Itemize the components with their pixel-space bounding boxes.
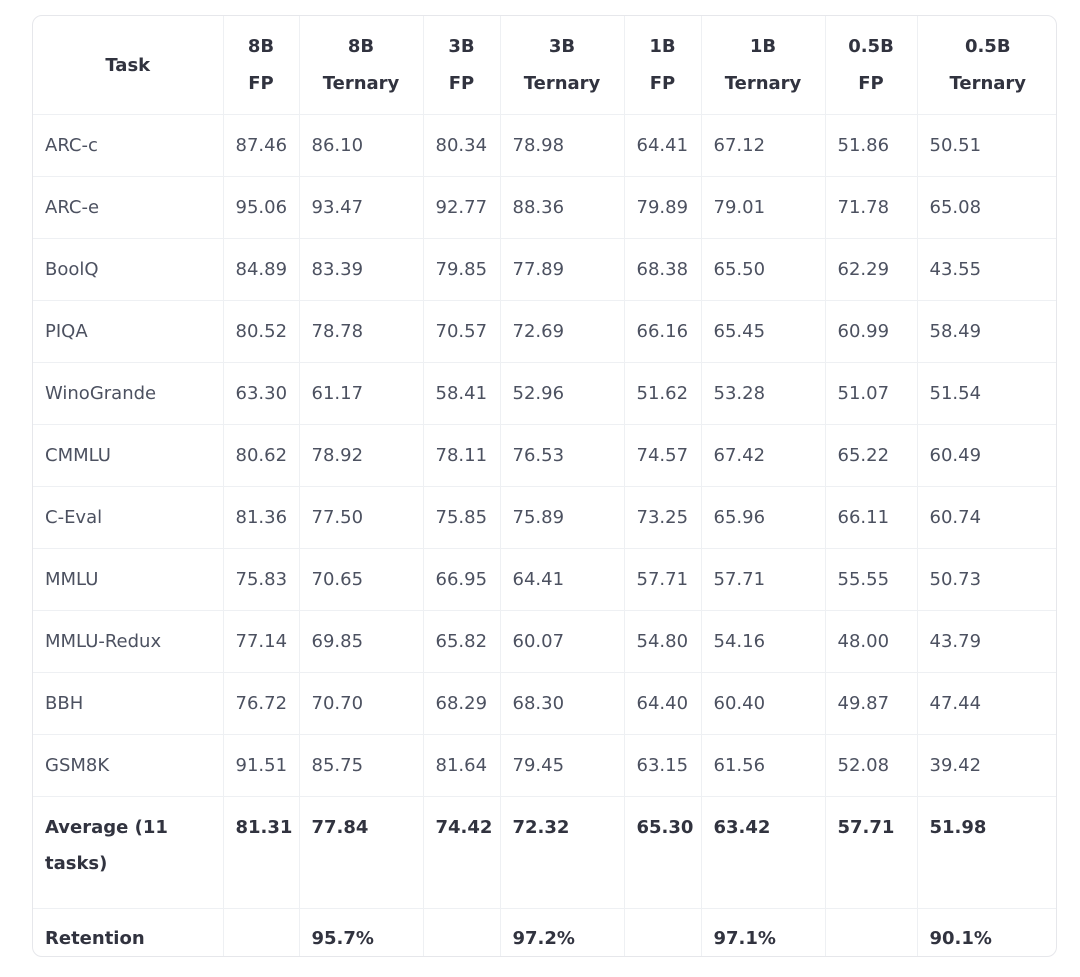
column-header-task: [33, 16, 223, 115]
table-header-row: [33, 16, 1057, 115]
score-cell: 86.10: [299, 115, 423, 177]
score-cell: [624, 909, 701, 958]
score-cell: 60.99: [825, 301, 917, 363]
score-cell: [825, 909, 917, 958]
task-name-cell: MMLU: [33, 549, 223, 611]
score-cell: 67.42: [701, 425, 825, 487]
score-cell: 63.15: [624, 735, 701, 797]
task-name-cell: BoolQ: [33, 239, 223, 301]
score-cell: 79.01: [701, 177, 825, 239]
score-cell: 95.7%: [299, 909, 423, 958]
score-cell: 67.12: [701, 115, 825, 177]
score-cell: 75.85: [423, 487, 500, 549]
score-cell: 97.1%: [701, 909, 825, 958]
score-cell: 92.77: [423, 177, 500, 239]
score-cell: 87.46: [223, 115, 299, 177]
task-name-cell: CMMLU: [33, 425, 223, 487]
table-row: [33, 301, 1057, 363]
score-cell: 71.78: [825, 177, 917, 239]
score-cell: 60.40: [701, 673, 825, 735]
score-cell: 78.92: [299, 425, 423, 487]
score-cell: 72.69: [500, 301, 624, 363]
results-table-container: [32, 15, 1057, 957]
table-body: [33, 115, 1057, 958]
score-cell: 90.1%: [929, 928, 992, 949]
column-header-label: 1B: [749, 36, 777, 57]
score-cell: 50.51: [917, 115, 1057, 177]
column-header-label: 0.5B: [964, 36, 1011, 57]
score-cell: 78.78: [299, 301, 423, 363]
task-name-cell: GSM8K: [33, 735, 223, 797]
score-cell: 51.07: [825, 363, 917, 425]
score-cell: 51.54: [917, 363, 1057, 425]
score-cell: 66.16: [624, 301, 701, 363]
score-cell: 91.51: [223, 735, 299, 797]
score-cell: 65.45: [701, 301, 825, 363]
column-header-label: FP: [248, 73, 274, 94]
score-cell: 79.85: [423, 239, 500, 301]
score-cell: 70.57: [423, 301, 500, 363]
score-cell: 57.71: [701, 549, 825, 611]
score-cell: 58.41: [423, 363, 500, 425]
score-cell: [423, 909, 500, 958]
score-cell: 65.30: [624, 797, 701, 909]
table-row: [33, 425, 1057, 487]
score-cell: 95.06: [223, 177, 299, 239]
column-header-label: 3B: [448, 36, 475, 57]
score-cell: 66.95: [423, 549, 500, 611]
score-cell: 55.55: [825, 549, 917, 611]
table-row: [33, 673, 1057, 735]
score-cell: 69.85: [299, 611, 423, 673]
score-cell: 60.49: [917, 425, 1057, 487]
score-cell: 77.14: [223, 611, 299, 673]
score-cell: 78.11: [423, 425, 500, 487]
score-cell: [223, 909, 299, 958]
task-name-cell: C-Eval: [33, 487, 223, 549]
score-cell: 51.86: [825, 115, 917, 177]
score-cell: 64.40: [624, 673, 701, 735]
column-header-label: 1B: [649, 36, 676, 57]
score-cell: 64.41: [624, 115, 701, 177]
table-row: [33, 735, 1057, 797]
score-cell: 60.07: [500, 611, 624, 673]
score-cell: 88.36: [500, 177, 624, 239]
score-cell: 52.96: [500, 363, 624, 425]
task-name-cell: WinoGrande: [33, 363, 223, 425]
score-cell: 43.79: [917, 611, 1057, 673]
average-row: [33, 797, 1057, 909]
table-row: [33, 239, 1057, 301]
score-cell: 39.42: [917, 735, 1057, 797]
task-name-cell: ARC-c: [33, 115, 223, 177]
table-row: [33, 549, 1057, 611]
column-header: [500, 16, 624, 115]
score-cell: 68.38: [624, 239, 701, 301]
score-cell: 61.17: [299, 363, 423, 425]
task-name-cell: ARC-e: [33, 177, 223, 239]
table-row: [33, 487, 1057, 549]
column-header: [423, 16, 500, 115]
score-cell: 48.00: [825, 611, 917, 673]
score-cell: 60.74: [917, 487, 1057, 549]
score-cell: 77.84: [299, 797, 423, 909]
score-cell: 79.89: [624, 177, 701, 239]
score-cell: 97.2%: [500, 909, 624, 958]
score-cell: 63.30: [223, 363, 299, 425]
column-header: [299, 16, 423, 115]
column-header-label: Ternary: [724, 73, 802, 94]
score-cell: 80.34: [423, 115, 500, 177]
task-name-cell: BBH: [33, 673, 223, 735]
task-name-cell: PIQA: [33, 301, 223, 363]
score-cell: 80.62: [223, 425, 299, 487]
score-cell: 66.11: [825, 487, 917, 549]
score-cell: 47.44: [917, 673, 1057, 735]
task-name-cell: Average (11 tasks): [33, 797, 223, 909]
results-table: [33, 16, 1057, 957]
column-header-label: Task: [105, 54, 151, 76]
score-cell: 65.08: [917, 177, 1057, 239]
score-cell: 50.73: [917, 549, 1057, 611]
score-cell: 65.82: [423, 611, 500, 673]
score-cell: 75.83: [223, 549, 299, 611]
column-header-label: 8B: [347, 36, 375, 57]
score-cell: 68.29: [423, 673, 500, 735]
score-cell: 49.87: [825, 673, 917, 735]
table-row: [33, 115, 1057, 177]
column-header: [223, 16, 299, 115]
score-cell: 43.55: [917, 239, 1057, 301]
score-cell: 57.71: [624, 549, 701, 611]
score-cell: 80.52: [223, 301, 299, 363]
score-cell: 65.50: [701, 239, 825, 301]
score-cell: 54.80: [624, 611, 701, 673]
retention-row: [33, 909, 1057, 958]
table-row: [33, 611, 1057, 673]
column-header-label: 8B: [247, 36, 275, 57]
score-cell: 74.42: [423, 797, 500, 909]
score-cell: 74.57: [624, 425, 701, 487]
score-cell: 76.53: [500, 425, 624, 487]
table-row: [33, 363, 1057, 425]
score-cell: 77.50: [299, 487, 423, 549]
score-cell: 81.36: [223, 487, 299, 549]
column-header-label: FP: [649, 73, 676, 94]
column-header: [701, 16, 825, 115]
column-header-label: Ternary: [949, 73, 1027, 94]
score-cell: 61.56: [701, 735, 825, 797]
score-cell: 77.89: [500, 239, 624, 301]
column-header: [917, 16, 1057, 115]
score-cell: 93.47: [299, 177, 423, 239]
score-cell: 84.89: [223, 239, 299, 301]
score-cell: 65.96: [701, 487, 825, 549]
column-header-label: Ternary: [523, 73, 601, 94]
score-cell: 76.72: [223, 673, 299, 735]
score-cell: 78.98: [500, 115, 624, 177]
score-cell: 54.16: [701, 611, 825, 673]
score-cell: 70.70: [299, 673, 423, 735]
score-cell: 81.31: [223, 797, 299, 909]
score-cell: 51.62: [624, 363, 701, 425]
score-cell: 63.42: [701, 797, 825, 909]
score-cell: 79.45: [500, 735, 624, 797]
score-cell: 65.22: [825, 425, 917, 487]
score-cell: 72.32: [500, 797, 624, 909]
score-cell: 57.71: [825, 797, 917, 909]
column-header-label: 0.5B: [848, 36, 894, 57]
column-header: [624, 16, 701, 115]
task-name-cell: MMLU-Redux: [33, 611, 223, 673]
score-cell: 70.65: [299, 549, 423, 611]
score-cell: 73.25: [624, 487, 701, 549]
score-cell: 75.89: [500, 487, 624, 549]
score-cell: 62.29: [825, 239, 917, 301]
score-cell: 52.08: [825, 735, 917, 797]
score-cell: 64.41: [500, 549, 624, 611]
column-header-label: FP: [448, 73, 475, 94]
score-cell: 83.39: [299, 239, 423, 301]
score-cell: 81.64: [423, 735, 500, 797]
column-header-label: 3B: [548, 36, 576, 57]
score-cell: 85.75: [299, 735, 423, 797]
column-header: [825, 16, 917, 115]
score-cell: 58.49: [917, 301, 1057, 363]
score-cell: 51.98: [917, 797, 1057, 909]
column-header-label: Ternary: [322, 73, 400, 94]
score-cell: 53.28: [701, 363, 825, 425]
column-header-label: FP: [858, 73, 884, 94]
score-cell: 68.30: [500, 673, 624, 735]
task-name-cell: Retention: [33, 909, 223, 958]
table-row: [33, 177, 1057, 239]
